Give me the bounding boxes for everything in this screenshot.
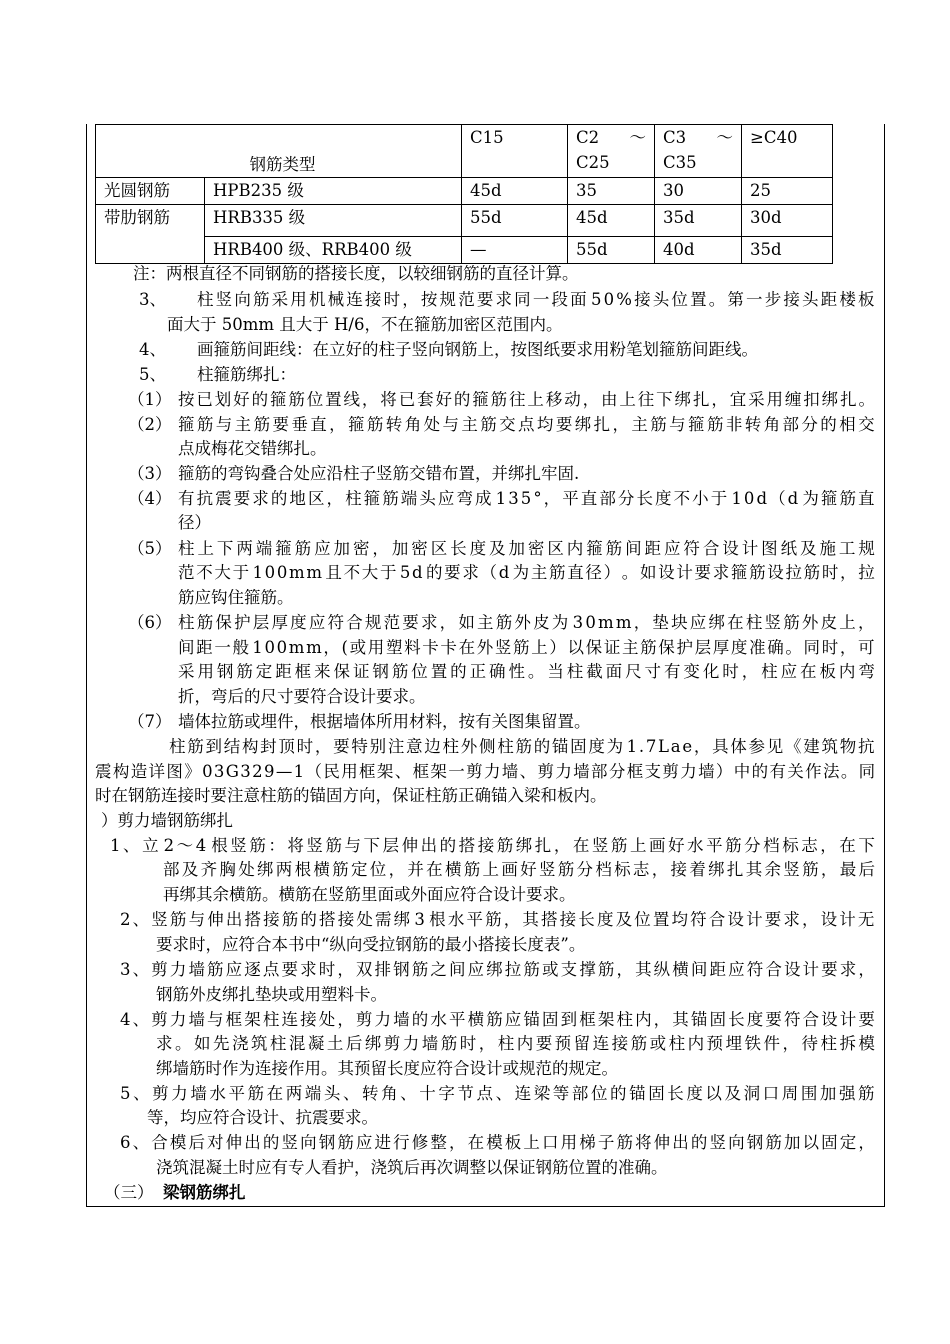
- item-number: （2）: [128, 415, 172, 434]
- paragraph-line: 间 距 一 般 1 0 0 m m ， ( 或 用 塑 料 卡 卡 在 外 竖 筋 上 ） 以 保 证 主 筋 保 护 层 厚 度 准 确 。 同 时 ， 可: [178, 638, 875, 657]
- paragraph-line: 时在钢筋连接时要注意柱筋的锚固方向，保证柱筋正确锚入梁和板内。: [95, 786, 607, 805]
- row-type: HPB235 级: [205, 178, 462, 205]
- paragraph-line: 求 。 如 先 浇 筑 柱 混 凝 土 后 绑 剪 力 墙 筋 时 ， 柱 内 要 预 留 连 接 筋 或 柱 内 预 埋 铁 件 ， 待 柱 拆 模: [156, 1034, 875, 1053]
- paragraph-line: 部 及 齐 胸 处 绑 两 根 横 筋 定 位 ， 并 在 横 筋 上 画 好 竖 筋 分 档 标 志 ， 接 着 绑 扎 其 余 竖 筋 ， 最 后: [163, 860, 875, 879]
- item-number: 5、: [139, 365, 166, 384]
- section-heading: ）剪力墙钢筋绑扎: [101, 811, 233, 830]
- paragraph-line: 柱 筋 保 护 层 厚 度 应 符 合 规 范 要 求 ， 如 主 筋 外 皮 为 3 0 m m ， 垫 块 应 绑 在 柱 竖 筋 外 皮 上 ，: [178, 613, 875, 632]
- row-category: 带肋钢筋: [96, 205, 205, 264]
- paragraph-line: 画箍筋间距线：在立好的柱子竖向钢筋上，按图纸要求用粉笔划箍筋间距线。: [197, 340, 758, 359]
- header-rebar-type: 钢筋类型: [96, 125, 462, 178]
- paragraph-line: 范 不 大 于 1 0 0 m m 且 不 大 于 5 d 的 要 求 （ d 为 主 筋 直 径 ） 。 如 设 计 要 求 箍 筋 设 拉 筋 时 ， 拉: [178, 563, 875, 582]
- table-cell: —: [462, 237, 568, 264]
- paragraph-line: 面大于 50mm 且大于 H/6，不在箍筋加密区范围内。: [167, 315, 563, 334]
- header-c20-c25: C2 ～ C25: [568, 125, 655, 178]
- paragraph-line: 采 用 钢 筋 定 距 框 来 保 证 钢 筋 位 置 的 正 确 性 。 当 柱 截 面 尺 寸 有 变 化 时 ， 柱 应 在 板 内 弯: [178, 662, 875, 681]
- paragraph-line: 径）: [178, 513, 211, 532]
- paragraph-line: 柱 竖 向 筋 采 用 机 械 连 接 时 ， 按 规 范 要 求 同 一 段 面 5 0 % 接 头 位 置 。 第 一 步 接 头 距 楼 板: [197, 290, 875, 309]
- table-cell: 30: [655, 178, 742, 205]
- paragraph-line: 墙体拉筋或埋件，根据墙体所用材料，按有关图集留置。: [178, 712, 591, 731]
- table-cell: 35: [568, 178, 655, 205]
- paragraph-line: 1 、 立 2 ～ 4 根 竖 筋 ： 将 竖 筋 与 下 层 伸 出 的 搭 接 筋 绑 扎 ， 在 竖 筋 上 画 好 水 平 筋 分 档 标 志 ， 在 下: [110, 836, 875, 855]
- row-type: HRB400 级、RRB400 级: [205, 237, 462, 264]
- header-c30-c35: C3 ～ C35: [655, 125, 742, 178]
- table-note: 注：两根直径不同钢筋的搭接长度，以较细钢筋的直径计算。: [133, 264, 579, 283]
- paragraph-line: 筋应钩住箍筋。: [178, 588, 294, 607]
- table-cell: 55d: [462, 205, 568, 237]
- paragraph-line: 箍筋的弯钩叠合处应沿柱子竖筋交错布置，并绑扎牢固.: [178, 464, 580, 483]
- item-number: （7）: [128, 712, 172, 731]
- table-cell: 35d: [655, 205, 742, 237]
- table-cell: 35d: [742, 237, 833, 264]
- table-cell: 25: [742, 178, 833, 205]
- paragraph-line: 箍 筋 与 主 筋 要 垂 直 ， 箍 筋 转 角 处 与 主 筋 交 点 均 要 绑 扎 ， 主 筋 与 箍 筋 非 转 角 部 分 的 相 交: [178, 415, 875, 434]
- item-number: （5）: [128, 539, 172, 558]
- paragraph-line: 折，弯后的尺寸要符合设计要求。: [178, 687, 426, 706]
- lap-length-table: [95, 124, 833, 264]
- paragraph-line: 柱 上 下 两 端 箍 筋 应 加 密 ， 加 密 区 长 度 及 加 密 区 内 箍 筋 间 距 应 符 合 设 计 图 纸 及 施 工 规: [178, 539, 875, 558]
- table-cell: 40d: [655, 237, 742, 264]
- paragraph-line: 绑墙筋时作为连接作用。其预留长度应符合设计或规范的规定。: [156, 1059, 618, 1078]
- section-heading: 梁钢筋绑扎: [163, 1183, 246, 1202]
- paragraph-line: 有 抗 震 要 求 的 地 区 ， 柱 箍 筋 端 头 应 弯 成 1 3 5 ° ， 平 直 部 分 长 度 不 小 于 1 0 d （ d 为 箍 筋 直: [178, 489, 875, 508]
- row-type: HRB335 级: [205, 205, 462, 237]
- section-number: （三）: [104, 1183, 154, 1202]
- header-c15: C15: [462, 125, 568, 178]
- item-number: （1）: [128, 390, 172, 409]
- paragraph-line: 柱箍筋绑扎：: [197, 365, 296, 384]
- paragraph-line: 等，均应符合设计、抗震要求。: [147, 1108, 378, 1127]
- row-category: 光圆钢筋: [96, 178, 205, 205]
- item-number: （6）: [128, 613, 172, 632]
- header-c40: ≥C40: [742, 125, 833, 178]
- table-cell: 45d: [462, 178, 568, 205]
- paragraph-line: 3 、 剪 力 墙 筋 应 逐 点 要 求 时 ， 双 排 钢 筋 之 间 应 绑 拉 筋 或 支 撑 筋 ， 其 纵 横 间 距 应 符 合 设 计 要 求 ，: [120, 960, 875, 979]
- paragraph-line: 按 已 划 好 的 箍 筋 位 置 线 ， 将 已 套 好 的 箍 筋 往 上 移 动 ， 由 上 往 下 绑 扎 ， 宜 采 用 缠 扣 绑 扎 。: [178, 390, 875, 409]
- item-number: （3）: [128, 464, 172, 483]
- paragraph-line: 5 、 剪 力 墙 水 平 筋 在 两 端 头 、 转 角 、 十 字 节 点 、 连 梁 等 部 位 的 锚 固 长 度 以 及 洞 口 周 围 加 强 筋: [120, 1084, 875, 1103]
- paragraph-line: 钢筋外皮绑扎垫块或用塑料卡。: [156, 985, 387, 1004]
- paragraph-line: 6 、 合 模 后 对 伸 出 的 竖 向 钢 筋 应 进 行 修 整 ， 在 模 板 上 口 用 梯 子 筋 将 伸 出 的 竖 向 钢 筋 加 以 固 定 ，: [120, 1133, 875, 1152]
- item-number: （4）: [128, 489, 172, 508]
- paragraph-line: 震 构 造 详 图 》 0 3 G 3 2 9 — 1 （ 民 用 框 架 、 框 架 一 剪 力 墙 、 剪 力 墙 部 分 框 支 剪 力 墙 ） 中 的 有 关 作 法 。 同: [95, 762, 875, 781]
- table-cell: 30d: [742, 205, 833, 237]
- table-cell: 45d: [568, 205, 655, 237]
- item-number: 4、: [139, 340, 166, 359]
- paragraph-line: 4 、 剪 力 墙 与 框 架 柱 连 接 处 ， 剪 力 墙 的 水 平 横 筋 应 锚 固 到 框 架 柱 内 ， 其 锚 固 长 度 要 符 合 设 计 要: [120, 1010, 875, 1029]
- paragraph-line: 柱 筋 到 结 构 封 顶 时 ， 要 特 别 注 意 边 柱 外 侧 柱 筋 的 锚 固 度 为 1 . 7 L a e ， 具 体 参 见 《 建 筑 物 抗: [169, 737, 875, 756]
- paragraph-line: 点成梅花交错绑扎。: [178, 439, 327, 458]
- table-cell: 55d: [568, 237, 655, 264]
- paragraph-line: 再绑其余横筋。横筋在竖筋里面或外面应符合设计要求。: [163, 885, 576, 904]
- paragraph-line: 2 、 竖 筋 与 伸 出 搭 接 筋 的 搭 接 处 需 绑 3 根 水 平 筋 ， 其 搭 接 长 度 及 位 置 均 符 合 设 计 要 求 ， 设 计 无: [120, 910, 875, 929]
- paragraph-line: 浇筑混凝土时应有专人看护，浇筑后再次调整以保证钢筋位置的准确。: [156, 1158, 668, 1177]
- paragraph-line: 要求时，应符合本书中“纵向受拉钢筋的最小搭接长度表”。: [156, 935, 586, 954]
- item-number: 3、: [139, 290, 166, 309]
